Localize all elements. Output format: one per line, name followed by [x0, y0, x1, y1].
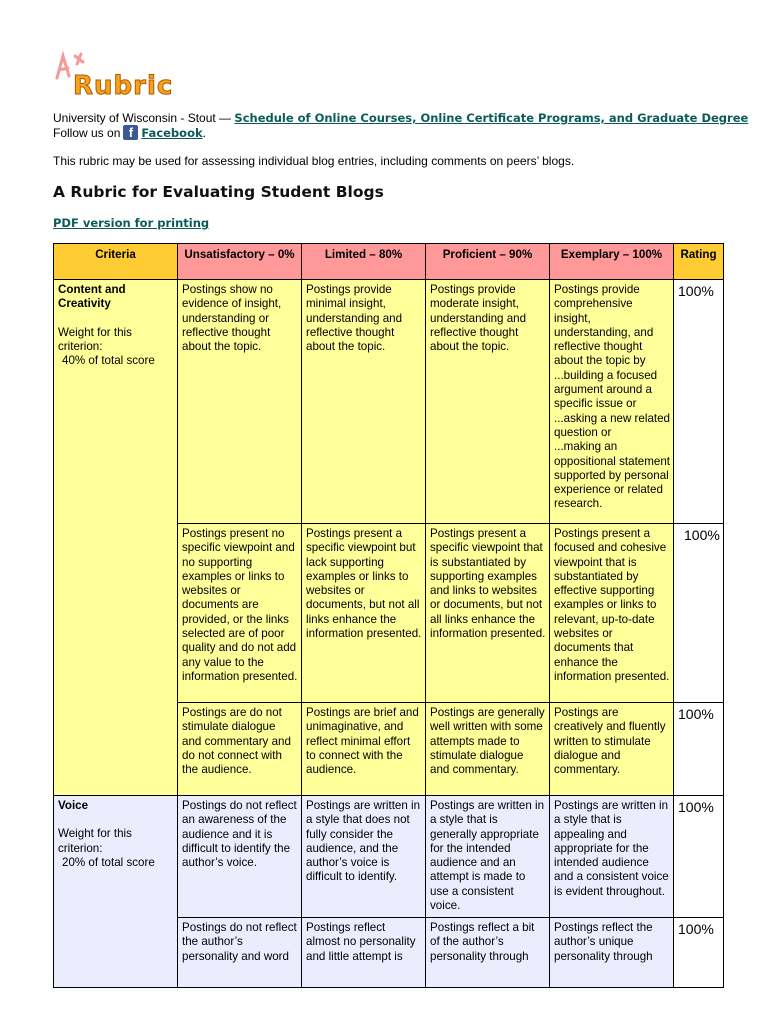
criterion-name: Voice — [58, 799, 89, 812]
cell-proficient: Postings are written in a style that is generally appropriate for the intended audience and an attempt is made to use a consistent voice. — [426, 796, 550, 918]
cell-limited: Postings present a specific viewpoint but lack supporting examples or links to websites or documents, but not all links enhance the information presented. — [302, 524, 426, 703]
svg-text:Rubric: Rubric — [73, 71, 174, 100]
header-limited: Limited – 80% — [302, 244, 426, 280]
exemplary-line: ...building a focused argument around a specific issue or — [554, 368, 658, 411]
cell-unsatisfactory: Postings do not reflect an awareness of the audience and it is difficult to identify the author’s voice. — [178, 796, 302, 918]
cell-limited: Postings are brief and unimaginative, and reflect minimal effort to connect with the audience. — [302, 703, 426, 796]
rating-value[interactable]: 100% — [674, 280, 724, 524]
header-criteria: Criteria — [54, 244, 178, 280]
criterion-weight-percent: 40% of total score — [62, 354, 155, 368]
cell-proficient: Postings are generally well written with some attempts made to stimulate dialogue and commentary. — [426, 703, 550, 796]
university-name: University of Wisconsin - Stout — — [53, 111, 232, 125]
a-plus-icon — [53, 48, 193, 100]
intro-text: This rubric may be used for assessing individual blog entries, including comments on peers’ blogs. — [53, 154, 575, 168]
header-proficient: Proficient – 90% — [426, 244, 550, 280]
criterion-name: Content and Creativity — [58, 283, 126, 311]
university-line — [53, 111, 748, 125]
criterion-weight-label: Weight for this criterion: — [58, 827, 132, 855]
page-title: A Rubric for Evaluating Student Blogs — [53, 183, 384, 201]
criterion-weight-label: Weight for this criterion: — [58, 325, 132, 353]
exemplary-line: ...asking a new related question or — [554, 411, 671, 439]
rubric-table — [53, 243, 724, 988]
exemplary-line: Postings provide comprehensive insight, understanding, and reflective thought about the topic by — [554, 283, 654, 368]
cell-exemplary: Postings are written in a style that is appealing and appropriate for the intended audience and a consistent voice is evident throughout. — [550, 796, 674, 918]
criterion-weight-percent: 20% of total score — [62, 855, 155, 869]
header-exemplary: Exemplary – 100% — [550, 244, 674, 280]
follow-line — [53, 125, 206, 140]
rubric-logo[interactable] — [53, 48, 193, 100]
cell-exemplary: Postings present a focused and cohesive viewpoint that is substantiated by effective supporting examples or links to relevant, up-to-date websites or documents that enhance the information presented. — [550, 524, 674, 703]
follow-suffix: . — [202, 125, 206, 140]
table-header-row — [54, 244, 724, 280]
cell-exemplary: Postings reflect the author’s unique personality through — [550, 918, 674, 988]
cell-limited: Postings reflect almost no personality and little attempt is — [302, 918, 426, 988]
rating-value[interactable]: 100% — [674, 524, 724, 703]
exemplary-line: ...making an oppositional statement supported by personal experience or related research. — [554, 440, 671, 511]
rating-value[interactable]: 100% — [674, 703, 724, 796]
facebook-icon[interactable]: f — [123, 125, 138, 140]
cell-proficient: Postings reflect a bit of the author’s personality through — [426, 918, 550, 988]
criterion-content-creativity — [54, 280, 178, 796]
cell-limited: Postings are written in a style that does not fully consider the audience, and the author’s voice is difficult to identify. — [302, 796, 426, 918]
cell-unsatisfactory: Postings are do not stimulate dialogue and commentary and do not connect with the audience. — [178, 703, 302, 796]
table-row — [54, 280, 724, 524]
follow-prefix: Follow us on — [53, 125, 121, 140]
rating-value[interactable]: 100% — [674, 918, 724, 988]
facebook-link[interactable]: Facebook — [141, 125, 203, 140]
header-rating: Rating — [674, 244, 724, 280]
cell-proficient: Postings present a specific viewpoint that is substantiated by supporting examples and links to websites or documents, but not all links enhance the information presented. — [426, 524, 550, 703]
schedule-link[interactable]: Schedule of Online Courses, Online Certificate Programs, and Graduate Degree — [234, 111, 749, 125]
rating-value[interactable]: 100% — [674, 796, 724, 918]
cell-exemplary — [550, 280, 674, 524]
pdf-link[interactable]: PDF version for printing — [53, 216, 210, 230]
cell-exemplary: Postings are creatively and fluently written to stimulate dialogue and commentary. — [550, 703, 674, 796]
cell-unsatisfactory: Postings show no evidence of insight, understanding or reflective thought about the topic. — [178, 280, 302, 524]
cell-unsatisfactory: Postings do not reflect the author’s personality and word — [178, 918, 302, 988]
cell-unsatisfactory: Postings present no specific viewpoint and no supporting examples or links to websites or documents are provided, or the links selected are of poor quality and do not add any value to the information presented. — [178, 524, 302, 703]
header-unsatisfactory: Unsatisfactory – 0% — [178, 244, 302, 280]
table-row — [54, 796, 724, 918]
pdf-link-wrap — [53, 216, 209, 230]
criterion-voice — [54, 796, 178, 988]
cell-proficient: Postings provide moderate insight, understanding and reflective thought about the topic. — [426, 280, 550, 524]
cell-limited: Postings provide minimal insight, understanding and reflective thought about the topic. — [302, 280, 426, 524]
